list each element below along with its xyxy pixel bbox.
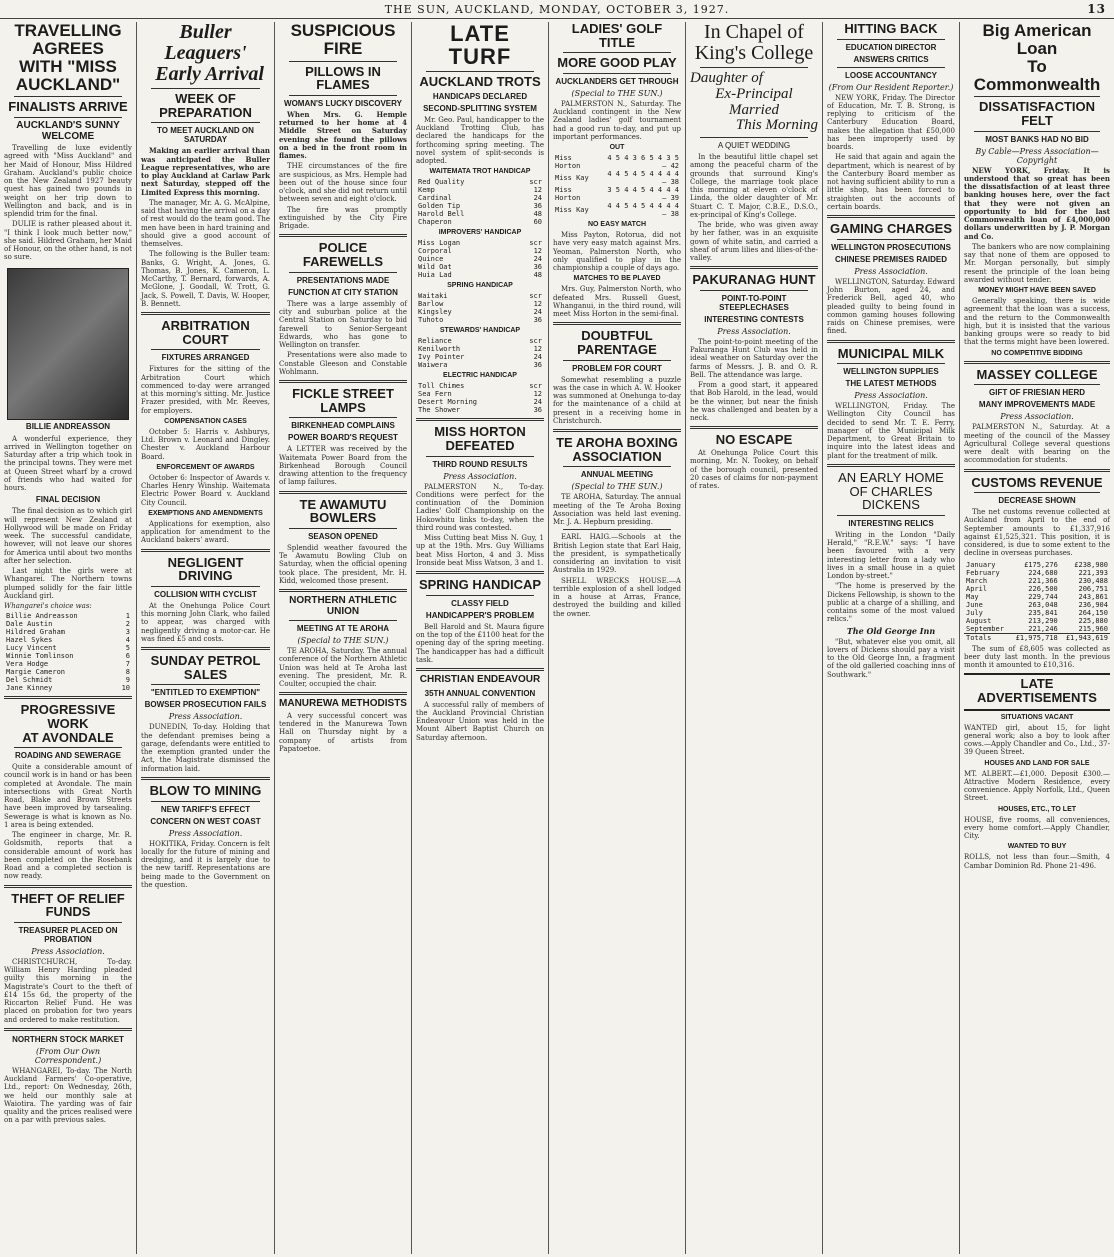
- article-paragraph: Mr. Geo. Paul, handicapper to the Auckland Trotting Club, has declared the handicaps for the forthcoming spring meeting. The novel system of split-seconds is adopted.: [416, 115, 544, 166]
- race-title: STEWARDS' HANDICAP: [439, 327, 521, 335]
- table-row: May 229,744 243,861: [966, 592, 1108, 601]
- subhead-city-station: FUNCTION AT CITY STATION: [288, 287, 398, 297]
- subhead-chinese: CHINESE PREMISES RAIDED: [834, 254, 948, 264]
- article-paragraph: PALMERSTON N., Saturday. The Auckland contingent in the New Zealand ladies' golf tournament had a good run to-day, and put up important performances.: [553, 99, 681, 141]
- subhead-prosecutions: WELLINGTON PROSECUTIONS: [831, 242, 951, 252]
- classified-ad: HOUSE, five rooms, all conveniences, every home comfort.—Apply Chandler, City.: [964, 815, 1110, 841]
- headline-petrol-sales: SUNDAY PETROL SALES: [150, 653, 261, 682]
- scores-title: OUT: [609, 144, 625, 152]
- subhead-accountancy: LOOSE ACCOUNTANCY: [845, 70, 937, 80]
- table-row: Kingsley 24: [418, 308, 542, 317]
- table-row: Miss Logan scr: [418, 239, 542, 248]
- classified-ad: WANTED girl, about 15, for light general work; also a boy to look after cows.—Apply Chandler and Co., Ltd., 37-39 Queen Street.: [964, 723, 1110, 757]
- table-row: Kenilworth 12: [418, 345, 542, 354]
- subhead-discovery: WOMAN'S LUCKY DISCOVERY: [284, 98, 402, 108]
- article-paragraph: NEW YORK, Friday. It is understood that so great has been the dissatisfaction of at least three banking houses here, over the fact that they were not given an opportunity to bid for the last Commonwealth loan of £4,000,000 dollars underwritten by J. P. Morgan and Co.: [964, 165, 1110, 241]
- byline: Press Association.: [717, 326, 791, 336]
- article-paragraph: DULIE is rather pleased about it. "I think I look much better now," she said. Hildred Graham, her Maid of Honour, on the other hand, is not so sure.: [4, 220, 132, 262]
- table-row: July 235,841 264,150: [966, 608, 1108, 617]
- headline-arbitration: ARBITRATION COURT: [161, 318, 250, 347]
- table-total-row: Totals £1,975,718 £1,943,619: [966, 633, 1108, 642]
- subhead-meet-auckland: TO MEET AUCKLAND ON SATURDAY: [157, 126, 254, 145]
- byline: (Special to THE SUN.): [571, 482, 663, 492]
- table-row: Winnie Tomlinson 6: [6, 652, 130, 661]
- subhead-bidding: NO COMPETITIVE BIDDING: [991, 349, 1083, 357]
- subhead-married: Ex-Principal Married: [715, 85, 793, 118]
- article-paragraph: October 6: Inspector of Awards v. Charles Henry Winship. Waitemata Electric Power Board v. Auckland City Council.: [141, 473, 270, 507]
- headline-american-loan: Big American Loan: [982, 22, 1092, 58]
- subhead-friesian: GIFT OF FRIESIAN HERD: [989, 388, 1085, 398]
- headline-athletic-union: NORTHERN ATHLETIC UNION: [289, 595, 397, 617]
- table-row: Wild Oat 36: [418, 263, 542, 272]
- table-row: Golden Tip 36: [418, 202, 542, 211]
- table-row: Barlow 12: [418, 300, 542, 309]
- subhead-classy-field: CLASSY FIELD: [451, 598, 509, 608]
- subhead-exemptions: EXEMPTIONS AND AMENDMENTS: [148, 509, 263, 517]
- table-row: Lucy Vincent 5: [6, 644, 130, 653]
- subhead-collision: COLLISION WITH CYCLIST: [154, 589, 257, 599]
- byline: Press Association.: [168, 828, 243, 838]
- subhead-education-director: EDUCATION DIRECTOR: [845, 42, 937, 52]
- subhead-supplies: WELLINGTON SUPPLIES: [843, 367, 939, 377]
- subhead-preparation: WEEK OF PREPARATION: [159, 91, 252, 120]
- table-row: February 224,680 221,393: [966, 568, 1108, 577]
- article-paragraph: October 5: Harris v. Ashburys, Ltd. Brown v. Leonard and Dingley. Chester v. Auckland Harbour Board.: [141, 427, 270, 461]
- article-paragraph: WELLINGTON, Friday. The Wellington City Council has decided to send Mr. T. E. Ferry, manager of the Municipal Milk Department, to Great Britain to inquire into the latest ideas and plant for the treatment of milk.: [827, 402, 955, 460]
- article-paragraph: When Mrs. G. Hemple returned to her home at 4 Middle Street on Saturday evening she found the pillows on a bed in the front room in flames.: [279, 109, 407, 161]
- byline: (Special to THE SUN.): [571, 88, 663, 98]
- headline-miss-horton: MISS HORTON DEFEATED: [434, 424, 526, 453]
- subhead-welcome: AUCKLAND'S SUNNY WELCOME: [16, 120, 120, 142]
- headline-stock-market: NORTHERN STOCK MARKET: [12, 1034, 124, 1044]
- article-paragraph: Quite a considerable amount of council work is in hand or has been completed at Avondale. The main intersections with Great North Road, Blake and Brown Streets have been improved by tarsealing. Sewerage is what is known as No. 1 area is being extended.: [4, 763, 132, 829]
- table-row: Hazel Sykes 4: [6, 636, 130, 645]
- article-paragraph: Miss Cutting beat Miss N. Guy, 1 up at the 19th. Mrs. Guy Williams beat Miss Horton, 4 and 3. Miss Ironside beat Miss Watson, 3 and 1.: [416, 534, 544, 567]
- headline-dickens: AN EARLY HOME: [838, 469, 944, 485]
- portrait-photo: [7, 268, 129, 420]
- subhead-bowser: BOWSER PROSECUTION FAILS: [144, 700, 267, 710]
- article-paragraph: EARL HAIG.—Schools at the British Legion state that Earl Haig, the president, is sympathetically considering an invitation to visit Australia in 1929.: [553, 533, 681, 575]
- article-paragraph: Last night the girls were at Whangarei. The Northern towns plumped solidly for the fair little Auckland girl.: [4, 567, 132, 600]
- article-paragraph: Applications for exemption, also application for amendment to the Auckland bakers' award.: [141, 519, 270, 545]
- subhead-handicaps: HANDICAPS DECLARED: [432, 91, 528, 101]
- headline-mining: BLOW TO MINING: [149, 782, 262, 798]
- table-row: Del Schmidt 9: [6, 676, 130, 685]
- race-table: [416, 382, 544, 414]
- table-row: March 221,366 230,488: [966, 576, 1108, 585]
- article-paragraph: The following is the Buller team: Banks, G. Wright, A. Jones, G. Thomas, B. Jones, K. Cameron, L. McCarthy, T. Bernard, forwards, A. McGlone, J. Goodall, W. Trott, G. Jack, S. Powell, T. Davis, W. Hooper, B. Bennett.: [141, 250, 270, 308]
- article-paragraph: A LETTER was received by the Waitemata Power Board from the Birkenhead Borough Council drawing attention to the frequency of lamp failures.: [279, 445, 407, 487]
- article-paragraph: The point-to-point meeting of the Pakuranga Hunt Club was held in ideal weather on Saturday over the farms of Messrs. J. B. and O. R. Bell. The attendance was large.: [690, 337, 818, 379]
- subhead-finalists: FINALISTS ARRIVE: [8, 99, 128, 115]
- subhead-convention: 35TH ANNUAL CONVENTION: [424, 688, 536, 698]
- subhead-relics: INTERESTING RELICS: [848, 518, 934, 528]
- column-2: [137, 22, 275, 1254]
- article-paragraph: There was a large assembly of city and suburban police at the Central Station on Saturday to bid farewell to Senior-Sergeant Edwards, who has gone to Wellington on transfer.: [279, 299, 407, 349]
- headline-chapel: In Chapel of: [704, 22, 804, 43]
- article-paragraph: The net customs revenue collected at Auckland from April to the end of September amounts to £1,337,916 against £1,525,321. This position, it is considered, is due to some extent to the decline in overseas purchases.: [964, 508, 1110, 558]
- subhead-money-saved: MONEY MIGHT HAVE BEEN SAVED: [978, 287, 1096, 295]
- subhead-decrease: DECREASE SHOWN: [998, 496, 1076, 506]
- subhead-enforcement: ENFORCEMENT OF AWARDS: [156, 463, 255, 471]
- headline-relief-funds: THEFT OF RELIEF FUNDS: [11, 890, 125, 920]
- subhead-tariff: NEW TARIFF'S EFFECT: [160, 804, 251, 814]
- byline: (From Our Resident Reporter.): [828, 82, 954, 92]
- scores-table: [553, 154, 681, 218]
- subhead-third-round: THIRD ROUND RESULTS: [432, 459, 528, 469]
- byline: Press Association.: [854, 391, 928, 401]
- article-paragraph: Presentations were also made to Constable Gleeson and Constable Wohlmann.: [279, 351, 407, 376]
- race-title: ELECTRIC HANDICAP: [443, 372, 517, 380]
- table-row: Quince 24: [418, 255, 542, 264]
- race-table: [416, 337, 544, 369]
- article-paragraph: Mrs. Guy, Palmerston North, who defeated Mrs. Russell Guest, Whanganui, in the third round, will meet Miss Horton in the semi-final.: [553, 285, 681, 319]
- article-paragraph: Fixtures for the sitting of the Arbitration Court which commenced to-day were arranged at this morning's sitting. Mr. Justice Frazer presided, with Mr. Reeves, for employers.: [141, 365, 270, 415]
- table-row: January £175,276 £238,980: [966, 560, 1108, 569]
- table-row: Miss Horton 3 5 4 4 5 4 4 4 4 — 39: [555, 186, 679, 203]
- article-paragraph: He said that again and again the department, which is nearest of by the Canterbury Board member as not having sufficient ability to run a little shop, has been forced to straighten out the accounts of certain boards.: [827, 153, 955, 211]
- article-paragraph: Making an earlier arrival than was anticipated the Buller League representatives, who are to play Auckland at Carlaw Park next Saturday, stepped off the Limited Express this morning.: [141, 146, 270, 197]
- article-paragraph: Miss Payton, Rotorua, did not have very easy match against Mrs. Yeoman, Palmerston North, who only qualified to play in the championship a couple of days ago.: [553, 231, 681, 273]
- headline-ladies-golf: LADIES' GOLF TITLE: [571, 22, 663, 50]
- article-paragraph: PALMERSTON N., Saturday. At a meeting of the council of the Massey Agricultural College several questions were dealt with bearing on the accommodation for students.: [964, 423, 1110, 465]
- byline: Press Association.: [443, 471, 517, 481]
- article-paragraph: The sum of £8,605 was collected as beer duty last month. In the previous month it amounted to £10,316.: [964, 644, 1110, 670]
- table-row: Billie Andreasson 1: [6, 612, 130, 621]
- headline-no-escape: NO ESCAPE: [715, 432, 793, 448]
- column-3: [275, 22, 412, 1254]
- byline: (From Our Own Correspondent.): [34, 1046, 102, 1065]
- table-row: Reliance scr: [418, 337, 542, 346]
- table-row: Ivy Pointer 24: [418, 353, 542, 362]
- article-paragraph: WELLINGTON, Saturday. Edward John Burton, aged 24, and Frederick Bell, aged 40, who pleaded guilty to being found in common gaming houses following raids on Chinese premises, were fined.: [827, 277, 955, 336]
- headline-massey: MASSEY COLLEGE: [976, 366, 1098, 382]
- article-paragraph: A wonderful experience, they arrived in Wellington together on Saturday after a trip which took in the principal towns. They were met at Queen Street wharf by a crowd of friends who had waited for hours.: [4, 434, 132, 493]
- headline-hunt: PAKURANAG HUNT: [692, 272, 816, 288]
- byline: Press Association.: [854, 266, 928, 276]
- article-paragraph: At Onehunga Police Court this morning, Mr. N. Tookey, on behalf of the borough council, presented 20 cases of claims for non-payment of rates.: [690, 449, 818, 491]
- article-paragraph: TE AROHA, Saturday. The annual conference of the Northern Athletic Union was held at Te Aroha last evening. The president, Mr. R. Coulter, occupied the chair.: [279, 647, 407, 689]
- table-row: Toll Chimes scr: [418, 382, 542, 391]
- article-paragraph: "The home is preserved by the Dickens Fellowship, is shown to the public at a charge of a shilling, and contains some of the most valued relics.": [827, 582, 955, 624]
- classified-ad: ROLLS, not less than four.—Smith, 4 Cambar Dominion Rd. Phone 21-496.: [964, 853, 1110, 870]
- subhead-west-coast: CONCERN ON WEST COAST: [150, 816, 261, 826]
- byline: By Cable—Press Association—Copyright: [975, 146, 1099, 165]
- headline-buller: Buller Leaguers': [164, 22, 247, 64]
- race-title: WAITEMATA TROT HANDICAP: [429, 168, 531, 176]
- subhead-critics: ANSWERS CRITICS: [853, 54, 929, 64]
- article-paragraph: Travelling de luxe evidently agreed with "Miss Auckland" and her Maid of Honour, Miss Hildred Graham. Auckland's public choice on the New Zealand 1927 beauty quest has gained two pounds in weight on her trip down to Wellington and back, and is in splendid trim for the final.: [4, 144, 132, 219]
- article-paragraph: The final decision as to which girl will represent New Zealand at Hollywood will be made on Friday week. The successful candidate, however, will not leave our shores for America until about two months after her selection.: [4, 507, 132, 565]
- table-row: Cardinal 24: [418, 194, 542, 203]
- subhead-no-bid: MOST BANKS HAD NO BID: [985, 134, 1089, 144]
- subhead-auckland-trots: AUCKLAND TROTS: [419, 74, 541, 90]
- subhead-system: SECOND-SPLITTING SYSTEM: [423, 103, 537, 113]
- article-paragraph: HOKITIKA, Friday. Concern is felt locally for the future of mining and dredging, and it is largely due to the new tariff. Representations are being made to the Government on the question.: [141, 839, 270, 889]
- ad-section-title: SITUATIONS VACANT: [1000, 713, 1074, 721]
- subhead-season-opened: SEASON OPENED: [308, 531, 378, 541]
- subhead-power-board: POWER BOARD'S REQUEST: [288, 433, 398, 443]
- table-row: Waiwera 36: [418, 361, 542, 370]
- subhead-annual-meeting: ANNUAL MEETING: [580, 470, 654, 480]
- subhead-presentations: PRESENTATIONS MADE: [296, 275, 390, 285]
- subhead-methods: THE LATEST METHODS: [845, 379, 937, 389]
- subhead-improvements: MANY IMPROVEMENTS MADE: [978, 400, 1096, 410]
- article-paragraph: A very successful concert was tendered in the Manurewa Town Hall on Thursday night by a company of artists from Papatoetoe.: [279, 711, 407, 753]
- headline-late-ads: LATE ADVERTISEMENTS: [977, 676, 1097, 706]
- table-row: August 213,290 225,880: [966, 616, 1108, 625]
- byline: Press Association.: [1000, 412, 1074, 422]
- table-row: Miss Kay 4 4 5 4 5 4 4 4 4 — 38: [555, 170, 679, 187]
- subhead-no-easy-match: NO EASY MATCH: [587, 221, 647, 229]
- subhead-good-play: MORE GOOD PLAY: [557, 55, 677, 71]
- race-title: SPRING HANDICAP: [447, 282, 513, 290]
- votes-table: [4, 612, 132, 692]
- byline: (Special to THE SUN.): [297, 636, 389, 646]
- article-paragraph: SHELL WRECKS HOUSE.—A terrible explosion of a shell lodged in a house at Arras, France, destroyed the building and killed the owner.: [553, 576, 681, 618]
- headline-american-loan-2: To Commonwealth: [973, 56, 1101, 94]
- article-paragraph: DUNEDIN, To-day. Holding that the defendant premises being a garage, defendants were entitled to the exemption granted under the Act, the Magistrate dismissed the information laid.: [141, 723, 270, 773]
- headline-parentage: DOUBTFUL PARENTAGE: [577, 328, 657, 358]
- column-4: [412, 22, 549, 1254]
- headline-miss-auckland-2: WITH "MISS AUCKLAND": [15, 56, 121, 94]
- subhead-dissatisfaction: DISSATISFACTION FELT: [978, 99, 1096, 129]
- article-paragraph: CHRISTCHURCH, To-day. William Henry Harding pleaded guilty this morning in the Magistrate's Court to the theft of £14 15s 6d, the property of the Riccarton Relief Fund. He was placed on probation for two years and ordered to make restitution.: [4, 957, 132, 1024]
- table-row: Desert Morning 24: [418, 398, 542, 407]
- article-paragraph: WHANGAREI, To-day. The North Auckland Farmers' Co-operative, Ltd., report: On Wednesday, 26th, we held our monthly sale at Waiotira. The yarding was of fair quality and the prices realised were on a par with previous sales.: [4, 1066, 132, 1125]
- table-row: The Shower 36: [418, 406, 542, 415]
- table-row: Corporal 12: [418, 247, 542, 256]
- headline-christian-endeavour: CHRISTIAN ENDEAVOUR: [419, 674, 541, 685]
- subhead-morning: This Morning: [735, 117, 818, 134]
- subhead-matches: MATCHES TO BE PLAYED: [573, 275, 661, 283]
- article-paragraph: The bride, who was given away by her father, was in an exquisite gown of white satin, and carried a sheaf of arum lilies and lilies-of-the-valley.: [690, 221, 818, 262]
- headline-suspicious-fire: SUSPICIOUS FIRE: [290, 22, 396, 58]
- article-paragraph: Writing in the London "Daily Herald," "R.E.W." says: "I have been favoured with a very interesting letter from a lady who lives in a small house in a quiet London by-street.": [827, 530, 955, 581]
- ad-section-title: HOUSES AND LAND FOR SALE: [984, 759, 1090, 767]
- column-5: [549, 22, 686, 1254]
- column-1: [0, 22, 137, 1254]
- subhead-contests: INTERESTING CONTESTS: [704, 314, 804, 324]
- article-paragraph: The bankers who are now complaining say that none of them are opposed to Mr. Morgan personally, but simply resent the principle of the loan being awarded without tender.: [964, 242, 1110, 284]
- article-paragraph: The manager, Mr. A. G. McAlpine, said that having the arrival on a day of rest would do the team good. The men have been in hard training and should give a good account of themselves.: [141, 198, 270, 249]
- table-row: Kemp 12: [418, 186, 542, 195]
- article-paragraph: At the Onehunga Police Court this morning John Clark, who failed to appear, was charged with negligently driving a motor-car. He was fined £5 and costs.: [141, 601, 270, 643]
- table-row: Dale Austin 2: [6, 620, 130, 629]
- photo-caption: BILLIE ANDREASSON: [25, 421, 111, 431]
- masthead: [0, 0, 1114, 19]
- revenue-table: [964, 561, 1110, 642]
- article-paragraph: A successful rally of members of the Auckland Provincial Christian Endeavour Union was held in the Mount Albert Baptist Church on Saturday afternoon.: [416, 700, 544, 742]
- headline-miss-auckland: TRAVELLING AGREES: [14, 22, 122, 58]
- article-paragraph: The fire was promptly extinguished by the City Fire Brigade.: [279, 205, 407, 231]
- subhead-steeplechases: POINT-TO-POINT STEEPLECHASES: [719, 293, 789, 312]
- headline-avondale: PROGRESSIVE WORK: [20, 702, 116, 731]
- headline-spring-handicap: SPRING HANDICAP: [418, 577, 542, 593]
- headline-milk: MUNICIPAL MILK: [837, 345, 945, 361]
- article-paragraph: From a good start, it appeared that Bob Harold, in the lead, would be the winner, but near the finish he was challenged and beaten by a neck.: [690, 381, 818, 423]
- table-row: June 263,048 236,904: [966, 600, 1108, 609]
- headline-police-farewells: POLICE FAREWELLS: [302, 240, 384, 270]
- table-row: Chaperon 60: [418, 218, 542, 227]
- headline-street-lamps: FICKLE STREET LAMPS: [292, 386, 394, 415]
- article-paragraph: NEW YORK, Friday. The Director of Education, Mr. T. B. Strong, is replying to criticism of the Canterbury Education Board, makes the allegation that £50,000 has been improperly used by boards.: [827, 93, 955, 152]
- headline-buller-2: Early Arrival: [155, 63, 264, 85]
- table-row: Harold Bell 48: [418, 210, 542, 219]
- subhead-birkenhead: BIRKENHEAD COMPLAINS: [291, 421, 395, 431]
- table-row: Miss Horton 4 5 4 3 6 5 4 3 5 — 42: [555, 154, 679, 171]
- subhead-exemption: "ENTITLED TO EXEMPTION": [150, 688, 261, 698]
- article-paragraph: In the beautiful little chapel set among the peaceful charm of the grounds that surround King's College, the marriage took place this morning at eleven o'clock of Linda, the older daughter of Mr. Stuart C. T. Major, C.B.E., D.S.O., ex-principal of King's College.: [690, 153, 818, 219]
- subhead-george-inn: The Old George Inn: [846, 625, 936, 636]
- column-8: [960, 22, 1114, 1254]
- table-row: Vera Hodge 7: [6, 660, 130, 669]
- byline: Press Association.: [168, 712, 243, 722]
- article-paragraph: Somewhat resembling a puzzle was the case in which A. W. Hooker was summoned at Onehunga to-day for the maintenance of a child at present in a receiving home in Christchurch.: [553, 375, 681, 425]
- subhead-problem: PROBLEM FOR COURT: [572, 363, 662, 373]
- table-row: Hildred Graham 3: [6, 628, 130, 637]
- table-row: Margie Cameron 8: [6, 668, 130, 677]
- headline-avondale-2: AT AVONDALE: [22, 729, 114, 745]
- subhead-aucklanders: AUCKLANDERS GET THROUGH: [555, 76, 679, 86]
- subhead-daughter: Daughter of: [690, 70, 763, 86]
- subhead-probation: TREASURER PLACED ON PROBATION: [18, 925, 118, 944]
- headline-late-turf: LATE TURF: [448, 22, 512, 70]
- headline-negligent-driving: NEGLIGENT DRIVING: [167, 554, 244, 584]
- subhead-final-decision: FINAL DECISION: [35, 495, 101, 505]
- table-row: September 221,246 215,960: [966, 624, 1108, 633]
- headline-bowlers: TE AWAMUTU BOWLERS: [299, 496, 387, 526]
- headline-chapel-2: King's College: [694, 42, 814, 64]
- subhead-compensation: COMPENSATION CASES: [164, 417, 247, 425]
- subhead-fixtures: FIXTURES ARRANGED: [161, 353, 250, 363]
- table-row: Tuhoto 36: [418, 316, 542, 325]
- ad-section-title: WANTED TO BUY: [1007, 843, 1067, 851]
- article-paragraph: "But, whatever else you omit, all lovers of Dickens should pay a visit to the Old George Inn, a fragment of the old galleried coaching inns of Southwark.": [827, 637, 955, 679]
- page-number: 13: [1087, 2, 1106, 16]
- table-row: Sea Fern 12: [418, 390, 542, 399]
- table-row: Waitaki scr: [418, 292, 542, 301]
- table-row: Jane Kinney 10: [6, 684, 130, 693]
- headline-hitting-back: HITTING BACK: [844, 22, 938, 36]
- subhead-handicapper: HANDICAPPER'S PROBLEM: [425, 610, 535, 620]
- race-table: [416, 239, 544, 279]
- subhead-quiet-wedding: A QUIET WEDDING: [717, 141, 791, 150]
- race-title: IMPROVERS' HANDICAP: [438, 229, 522, 237]
- article-paragraph: TE AROHA, Saturday. The annual meeting of the Te Aroha Boxing Association was held last evening. Mr. J. A. Hepburn presiding.: [553, 493, 681, 527]
- column-7: [823, 22, 960, 1254]
- headline-boxing: TE AROHA BOXING: [556, 435, 678, 451]
- race-table: [416, 178, 544, 226]
- article-paragraph: PALMERSTON N., To-day. Conditions were perfect for the continuation of the Dominion Ladies' Golf Championship on the Hokowhitu links to-day, when the third round was contested.: [416, 482, 544, 532]
- headline-methodists: MANUREWA METHODISTS: [279, 698, 407, 710]
- race-table: [416, 292, 544, 324]
- table-row: April 226,500 206,751: [966, 584, 1108, 593]
- masthead-title: THE SUN, AUCKLAND, MONDAY, OCTOBER 3, 1927.: [384, 3, 730, 16]
- table-row: Huia Lad 48: [418, 271, 542, 280]
- ad-section-title: HOUSES, ETC., TO LET: [997, 805, 1077, 813]
- headline-customs: CUSTOMS REVENUE: [971, 474, 1103, 490]
- headline-gaming: GAMING CHARGES: [829, 221, 953, 237]
- article-paragraph: THE circumstances of the fire are suspicious, as Mrs. Hemple had been out of the house since four o'clock, and she did not return until between seven and eight o'clock.: [279, 162, 407, 204]
- subhead-pillows: PILLOWS IN FLAMES: [305, 63, 381, 93]
- headline-boxing-2: ASSOCIATION: [572, 448, 662, 464]
- article-paragraph: Generally speaking, there is wide agreement that the loan was a success, and the return to the Commonwealth high, but it is insisted that the various banking groups were so ready to bid that the terms might have been lowered.: [964, 297, 1110, 347]
- article-paragraph: The engineer in charge, Mr. R. Goldsmith, reports that a considerable amount of work has been completed on the Rosebank Road and a completed section is now ready.: [4, 831, 132, 881]
- column-6: [686, 22, 823, 1254]
- article-paragraph: Splendid weather favoured the Te Awamutu Bowling Club on Saturday, when the official opening took place. The president, Mr. H. Kidd, welcomed those present.: [279, 543, 407, 585]
- votes-title: Whangarei's choice was:: [4, 602, 92, 611]
- classified-ad: MT. ALBERT.—£1,000. Deposit £300.—Attractive Modern Residence, every convenience. Apply Norfolk, Ltd., Queen Street.: [964, 769, 1110, 803]
- table-row: Red Quality scr: [418, 178, 542, 187]
- headline-dickens-2: OF CHARLES DICKENS: [849, 483, 933, 513]
- byline: Press Association.: [31, 946, 105, 956]
- subhead-te-aroha: MEETING AT TE AROHA: [296, 624, 390, 634]
- subhead-roading: ROADING AND SEWERAGE: [15, 751, 121, 761]
- article-paragraph: Bell Harold and St. Maura figure on the top of the £1100 heat for the opening day of the spring meeting. The handicapper has had a difficult task.: [416, 622, 544, 664]
- table-row: Miss Kay 4 4 5 4 5 4 4 4 4 — 38: [555, 202, 679, 219]
